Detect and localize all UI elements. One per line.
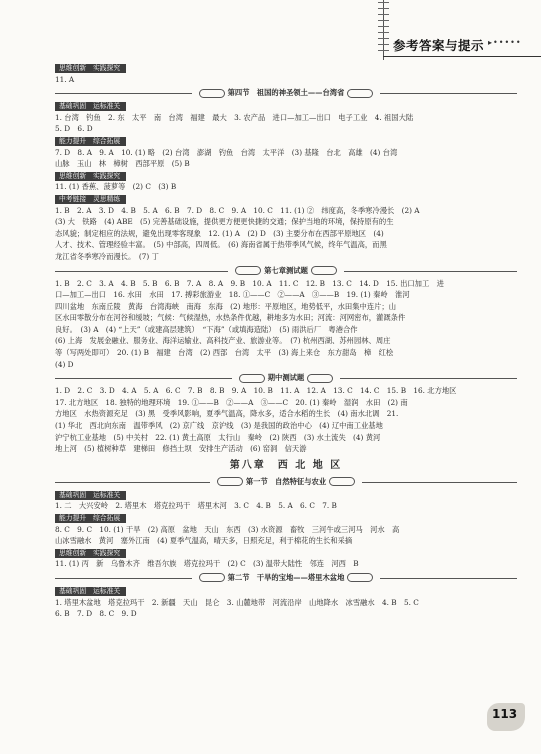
heading-box	[192, 572, 381, 584]
ornament-oval-icon	[347, 573, 373, 582]
ornament-oval-icon	[329, 477, 355, 486]
section-tag-row	[55, 547, 517, 559]
answer-line: 口—加工—出口 16. 水田 水田 17. 搏彩旅游业 18. ①——C ②——A ③——B 19. (1) 秦岭 淮河	[55, 290, 410, 300]
section-heading	[55, 87, 517, 99]
section-tag: 思维创新 实践探究	[55, 549, 126, 558]
section-tag: 能力提升 综合拓展	[55, 137, 126, 146]
answer-line: 17. 北方地区 18. 独特的地理环境 19. ①——B ②——A ③——C 20. (1) 秦岭 湿润 水田 (2) 南	[55, 397, 408, 407]
answer-line: (1) 华北 西北向东南 温带季风 (2) 京广线 京沪线 (3) 是我国的政治中心 (4) 辽中南工业基地	[55, 421, 383, 431]
section-tag-row	[55, 100, 517, 112]
answer-line: 11. (1) 香蕉、菠萝等 (2) C (3) B	[55, 182, 177, 192]
answer-line: 1. 二 大兴安岭 2. 塔里木 塔克拉玛干 塔里木河 3. C 4. B 5. A 6. C 7. B	[55, 501, 337, 511]
section-heading	[55, 265, 517, 277]
answer-line: 山脉 玉山 林 樟树 西部平原 (5) B	[55, 159, 190, 169]
heading-box	[232, 372, 340, 384]
section-tag-row	[55, 489, 517, 501]
section-tag-row	[55, 193, 517, 205]
ornament-oval-icon	[235, 266, 261, 275]
answer-line: 区水田零散分布在河谷和缓坡；气候：气候湿热，水热条件优越，耕地多为水田；河流：河网密布，灌溉条件	[55, 313, 406, 323]
section-tag-row	[55, 512, 517, 524]
heading-text: 第二节 干旱的宝地——塔里木盆地	[227, 572, 345, 582]
answer-line: 等（写两处即可） 20. (1) B 福建 台湾 (2) 西部 台湾 太平 (3) 海上来仓 东方甜岛 樟 红桧	[55, 348, 394, 358]
heading-text: 第一节 自然特征与农业	[245, 476, 327, 486]
answer-line: 11. A	[55, 74, 75, 84]
answer-content	[55, 62, 517, 620]
section-tag: 基础巩固 运标准关	[55, 491, 126, 500]
answer-line: 四川盆地 东南丘陵 黄海 台湾海峡 南海 东海 (2) 地形：平原地区，地势低平，水田集中连片；山	[55, 301, 397, 311]
heading-box	[210, 476, 362, 488]
answer-line: 山冰雪融水 黄河 塞外江南 (4) 夏季气温高，晴天多，日照充足，利于棉花的生长和采摘	[55, 536, 353, 546]
section-tag-row	[55, 135, 517, 147]
ornament-oval-icon	[199, 89, 225, 98]
section-heading	[55, 476, 517, 488]
section-tag: 基础巩固 运标准关	[55, 102, 126, 111]
answer-line: 龙江省冬季寒冷而漫长。 (7) 丁	[55, 251, 159, 261]
answer-line: 11. (1) 丙 新 乌鲁木齐 维吾尔族 塔克拉玛干 (2) C (3) 温带大陆性 邻连 河西 B	[55, 559, 359, 569]
answer-line: 1. D 2. C 3. D 4. A 5. A 6. C 7. B 8. B 9. A 10. B 11. A 12. A 13. C 14. C 15. B 16. 北方地区	[55, 386, 457, 396]
ornament-oval-icon	[311, 266, 337, 275]
ornament-oval-icon	[217, 477, 243, 486]
heading-box	[192, 87, 381, 99]
chapter-title: 第八章 西 北 地 区	[229, 459, 343, 471]
answer-line: 1. B 2. A 3. D 4. B 5. A 6. B 7. D 8. C 9. A 10. C 11. (1) ② 纬度高，冬季寒冷漫长 (2) A	[55, 205, 420, 215]
section-tag: 思维创新 实践探究	[55, 172, 126, 181]
ornament-oval-icon	[239, 374, 265, 383]
answer-line: 良好。 (3) A (4) “上天”（或建高层建筑） “下海”（或填海造陆） (5) 雨洪后厂 粤港合作	[55, 324, 358, 334]
ornament-oval-icon	[347, 89, 373, 98]
answer-line: 7. D 8. A 9. A 10. (1) 略 (2) 台湾 澎湖 钓鱼 台湾 太平洋 (3) 基隆 台北 高雄 (4) 台湾	[55, 147, 398, 157]
section-heading	[55, 572, 517, 584]
section-tag: 能力提升 综合拓展	[55, 514, 126, 523]
heading-text: 第四节 祖国的神圣领土——台湾省	[227, 88, 345, 98]
page-header	[383, 34, 535, 54]
answer-line: 地上河 (5) 植树种草 建梯田 修挡土坝 安排生产活动 (6) 窑洞 信天游	[55, 444, 307, 454]
section-tag: 中考链接 灵思精练	[55, 195, 126, 204]
section-tag: 基础巩固 运标准关	[55, 587, 126, 596]
section-tag-row	[55, 585, 517, 597]
section-tag: 思维创新 实践探究	[55, 64, 126, 73]
header-rule	[383, 56, 541, 57]
header-decor-dots: ▸•••••	[488, 38, 522, 47]
answer-line: 1. B 2. C 3. A 4. B 5. B 6. B 7. A 8. A 9. B 10. A 11. C 12. B 13. C 14. D 15. 出口加工 进	[55, 278, 444, 288]
answer-line: 5. D 6. D	[55, 124, 93, 134]
heading-text: 期中测试题	[267, 373, 305, 383]
answer-line: 1. 塔里木盆地 塔克拉玛干 2. 新疆 天山 昆仑 3. 山麓地带 河流沿岸 山地降水 冰雪融水 4. B 5. C	[55, 597, 419, 607]
section-tag-row	[55, 170, 517, 182]
answer-line: 态风貌；制定相应的法规，避免出现零客现象 12. (1) A (2) D (3) 主要分布在西部平原地区 (4)	[55, 228, 384, 238]
page-number: 113	[492, 707, 518, 721]
answer-line: 1. 台湾 钓鱼 2. 东 太平 南 台湾 福建 最大 3. 农产品 进口—加工—出口 电子工业 4. 祖国大陆	[55, 112, 414, 122]
answer-line: 方地区 水热资源充足 (3) 黑 受季风影响，夏季气温高，降水多，适合水稻的生长 (4) 南水北调 21.	[55, 409, 399, 419]
ornament-oval-icon	[307, 374, 333, 383]
ornament-oval-icon	[199, 573, 225, 582]
heading-text: 第七章测试题	[264, 265, 308, 275]
answer-line: 沪宁杭工业基地 (5) 中关村 22. (1) 黄土高原 太行山 秦岭 (2) 陕西 (3) 水土流失 (4) 黄河	[55, 432, 381, 442]
heading-box	[228, 265, 344, 277]
answer-line: 人才、技术、管理经验丰富。 (5) 中部高，四周低。 (6) 海南省属于热带季风气候，终年气温高，而黑	[55, 240, 387, 250]
answer-line: 8. C 9. C 10. (1) 干旱 (2) 高原 盆地 天山 东西 (3) 水资源 畜牧 三河牛或三河马 河水 高	[55, 524, 400, 534]
answer-line: (6) 上海 发展金融业、服务业、海洋运输业、高科技产业、旅游业等。 (7) 杭州西湖、苏州园林、周庄	[55, 336, 391, 346]
header-title: 参考答案与提示	[393, 38, 485, 53]
answer-line: (3) 大 铁路 (4) ABE (5) 完善基础设施，提供更方便更快捷的交通；保护当地的环境，保持原有的生	[55, 217, 394, 227]
section-heading	[55, 372, 517, 384]
answer-line: (4) D	[55, 359, 74, 369]
answer-line: 6. B 7. D 8. C 9. D	[55, 609, 137, 619]
section-tag-row	[55, 62, 517, 74]
